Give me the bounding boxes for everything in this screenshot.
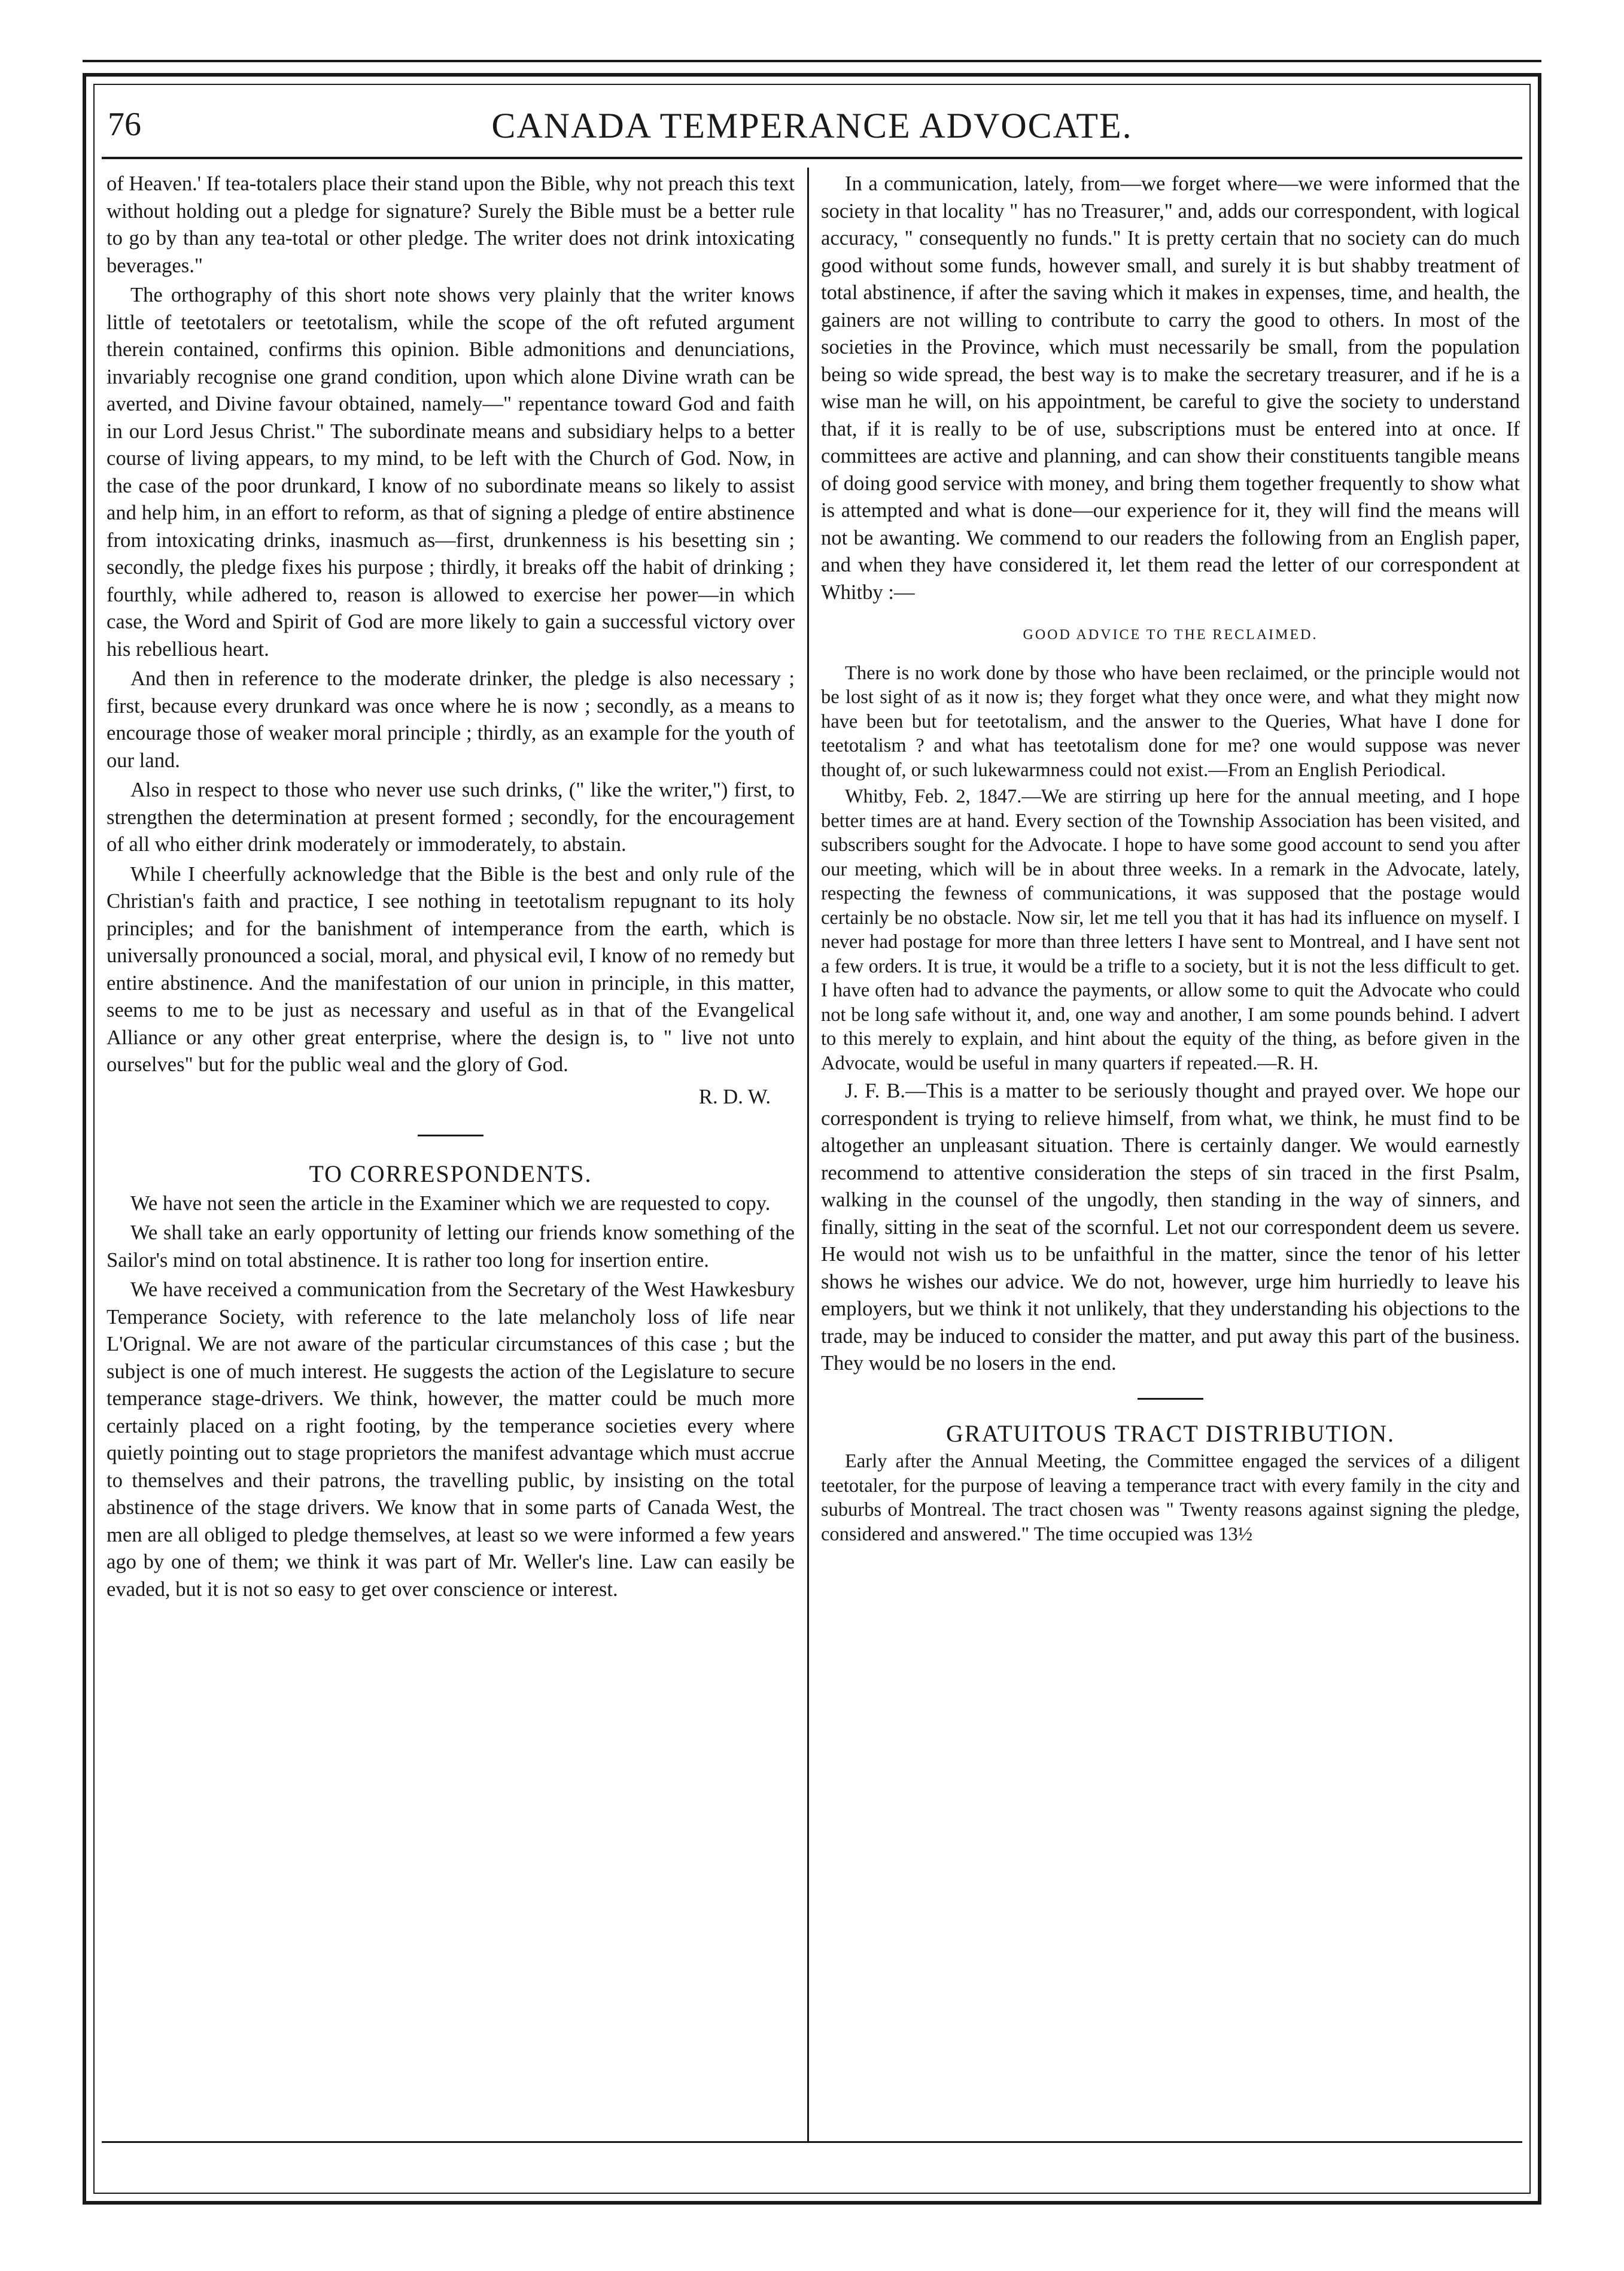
left-paragraph-1: of Heaven.' If tea-totalers place their stand upon the Bible, why not preach this text without holding out a pledge for signature? Surely the Bible must be a better rule to go by than any tea-total or other pledge. The writer does not drink intoxicating beverages."	[107, 172, 795, 277]
page-number: 76	[108, 106, 141, 143]
left-column	[107, 171, 795, 1606]
jfb-reply: J. F. B.—This is a matter to be seriously thought and prayed over. We hope our correspondent is trying to relieve himself, from what, we think, he must find to be altogether an unpleasant situation. There is certainly danger. We would earnestly recommend to attentive consideration the steps of sin traced in the first Psalm, walking in the counsel of the ungodly, then standing in the way of sinners, and finally, sitting in the seat of the scornful. Let not our correspondent deem us severe. He would not wish us to be unfaithful in the matter, since the tenor of his letter shows he wishes our advice. We do not, however, urge him hurriedly to leave his employers, but we think it not unlikely, that they understanding his objections to the trade, may be induced to consider the matter, and put away this part of the business. They would be no losers in the end.	[821, 1080, 1520, 1375]
whitby-letter: Whitby, Feb. 2, 1847.—We are stirring up here for the annual meeting, and I hope better times are at hand. Every section of the Township Association has been visited, and subscribers sought for the Advocate. I hope to have some good account to send you after our meeting, which will be in about three weeks. In a remark in the Advocate, lately, respecting the fewness of communications, it was supposed that the postage would certainly be no obstacle. Now sir, let me tell you that it has had its influence on myself. I never had postage for more than three letters I have sent to Montreal, and I have sent not a few orders. It is true, it would be a trifle to a society, but it is not the less difficult to get. I have often had to advance the payments, or allow some to quit the Advocate who could not be long safe without it, and, one way and another, I am some pounds behind. I advert to this merely to explain, and hint about the equity of the thing, as before given in the Advocate, would be useful in many quarters if repeated.—R. H.	[821, 786, 1520, 1074]
left-paragraph-2: The orthography of this short note shows very plainly that the writer knows little of teetotalers or teetotalism, while the scope of the oft refuted argument therein contained, confirms this opinion. Bible admonitions and denunciations, invariably recognise one grand condition, upon which alone Divine wrath can be averted, and Divine favour obtained, namely—" repentance toward God and faith in our Lord Jesus Christ." The subordinate means and subsidiary helps to a better course of living appears, to my mind, to be left with the Church of God. Now, in the case of the poor drunkard, I know of no subordinate means so likely to assist and help him, in an effort to reform, as that of signing a pledge of entire abstinence from intoxicating drinks, inasmuch as—first, drunkenness is his besetting sin ; secondly, the pledge fixes his purpose ; thirdly, it breaks off the habit of drinking ; fourthly, while adhered to, reason is allowed to exercise her power—in which case, the Word and Spirit of God are more likely to gain a successful victory over his rebellious heart.	[107, 284, 795, 661]
section-rule	[418, 1135, 483, 1136]
correspondents-paragraph-1: We have not seen the article in the Examiner which we are requested to copy.	[130, 1191, 771, 1215]
top-border-rule	[83, 60, 1541, 62]
correspondents-paragraph-2: We shall take an early opportunity of letting our friends know something of the Sailor's mind on total abstinence. It is rather too long for insertion entire.	[107, 1221, 795, 1272]
left-paragraph-5: While I cheerfully acknowledge that the Bible is the best and only rule of the Christian's faith and practice, I see nothing in teetotalism repugnant to its holy principles; and for the banishment of intemperance from the earth, which is universally pronounced a social, moral, and physical evil, I know of no remedy but entire abstinence. And the manifestation of our union in principle, in this matter, seems to me to be just as necessary and useful as in that of the Evangelical Alliance or any other great enterprise, where the design is, to " live not unto ourselves" but for the public weal and the glory of God.	[107, 862, 795, 1076]
section-rule-2	[1138, 1398, 1203, 1400]
right-column	[821, 171, 1520, 1549]
tract-paragraph: Early after the Annual Meeting, the Committee engaged the services of a diligent teetotaler, for the purpose of leaving a temperance tract with every family in the city and suburbs of Montreal. The tract chosen was " Twenty reasons against signing the pledge, considered and answered." The time occupied was 13½	[821, 1451, 1520, 1545]
reclaimed-heading: GOOD ADVICE TO THE RECLAIMED.	[1023, 627, 1318, 643]
right-paragraph-1: In a communication, lately, from—we forget where—we were informed that the society in that locality " has no Treasurer," and, adds our correspondent, with logical accuracy, " consequently no funds." It is pretty certain that no society can do much good without some funds, however small, and surely it is but shabby treatment of total abstinence, if after the saving which it makes in expenses, time, and health, the gainers are not willing to contribute to carry the good to others. In most of the societies in the Province, which must necessarily be small, from the population being so wide spread, the best way is to make the secretary treasurer, and if he is a wise man he will, on his appointment, be careful to give the society to understand that, if it is really to be of use, subscriptions must be entered into at once. If committees are active and planning, and can show their constituents tangible means of doing good service with money, and bring them together frequently to show what is attempted and what is done—our experience for it, they will find the means will not be awanting. We commend to our readers the following from an English paper, and when they have considered it, let them read the letter of our correspondent at Whitby :—	[821, 172, 1520, 604]
header-rule	[102, 157, 1522, 159]
correspondents-heading: TO CORRESPONDENTS.	[309, 1160, 592, 1187]
page-title: CANADA TEMPERANCE ADVOCATE.	[491, 106, 1133, 145]
left-paragraph-4: Also in respect to those who never use such drinks, (" like the writer,") first, to strengthen the determination at present formed ; secondly, for the encouragement of all who either drink moderately or immoderately, to abstain.	[107, 779, 795, 856]
page-header	[102, 90, 1522, 156]
correspondents-paragraph-3: We have received a communication from the Secretary of the West Hawkesbury Temperance Society, with reference to the late melancholy loss of life near L'Orignal. We are not aware of the particular circumstances of this case ; but the subject is one of much interest. He suggests the action of the Legislature to secure temperance stage-drivers. We think, however, the matter could be much more certainly placed on a right footing, by the temperance societies every where quietly pointing out to stage proprietors the manifest advantage which must accrue to themselves and their patrons, the travelling public, by insisting on the total abstinence of the stage drivers. We know that in some parts of Canada West, the men are all obliged to pledge themselves, at least so we were informed a few years ago by one of them; we think it was part of Mr. Weller's line. Law can easily be evaded, but it is not so easy to get over conscience or interest.	[107, 1278, 795, 1601]
reclaimed-quote: There is no work done by those who have been reclaimed, or the principle would not be lost sight of as it now is; they forget what they once were, and what they might now have been but for teetotalism, and the answer to the Queries, What have I done for teetotalism ? and what has teetotalism done for me? one would suppose was never thought of, or such lukewarmness could not exist.—From an English Periodical.	[821, 662, 1520, 781]
column-divider	[807, 168, 809, 2142]
bottom-rule	[102, 2141, 1522, 2143]
tract-heading: GRATUITOUS TRACT DISTRIBUTION.	[945, 1419, 1395, 1447]
signature: R. D. W.	[698, 1085, 771, 1108]
left-paragraph-3: And then in reference to the moderate drinker, the pledge is also necessary ; first, because every drunkard was once where he is now ; secondly, as a means to encourage those of weaker moral principle ; thirdly, as an example for the youth of our land.	[107, 667, 795, 772]
